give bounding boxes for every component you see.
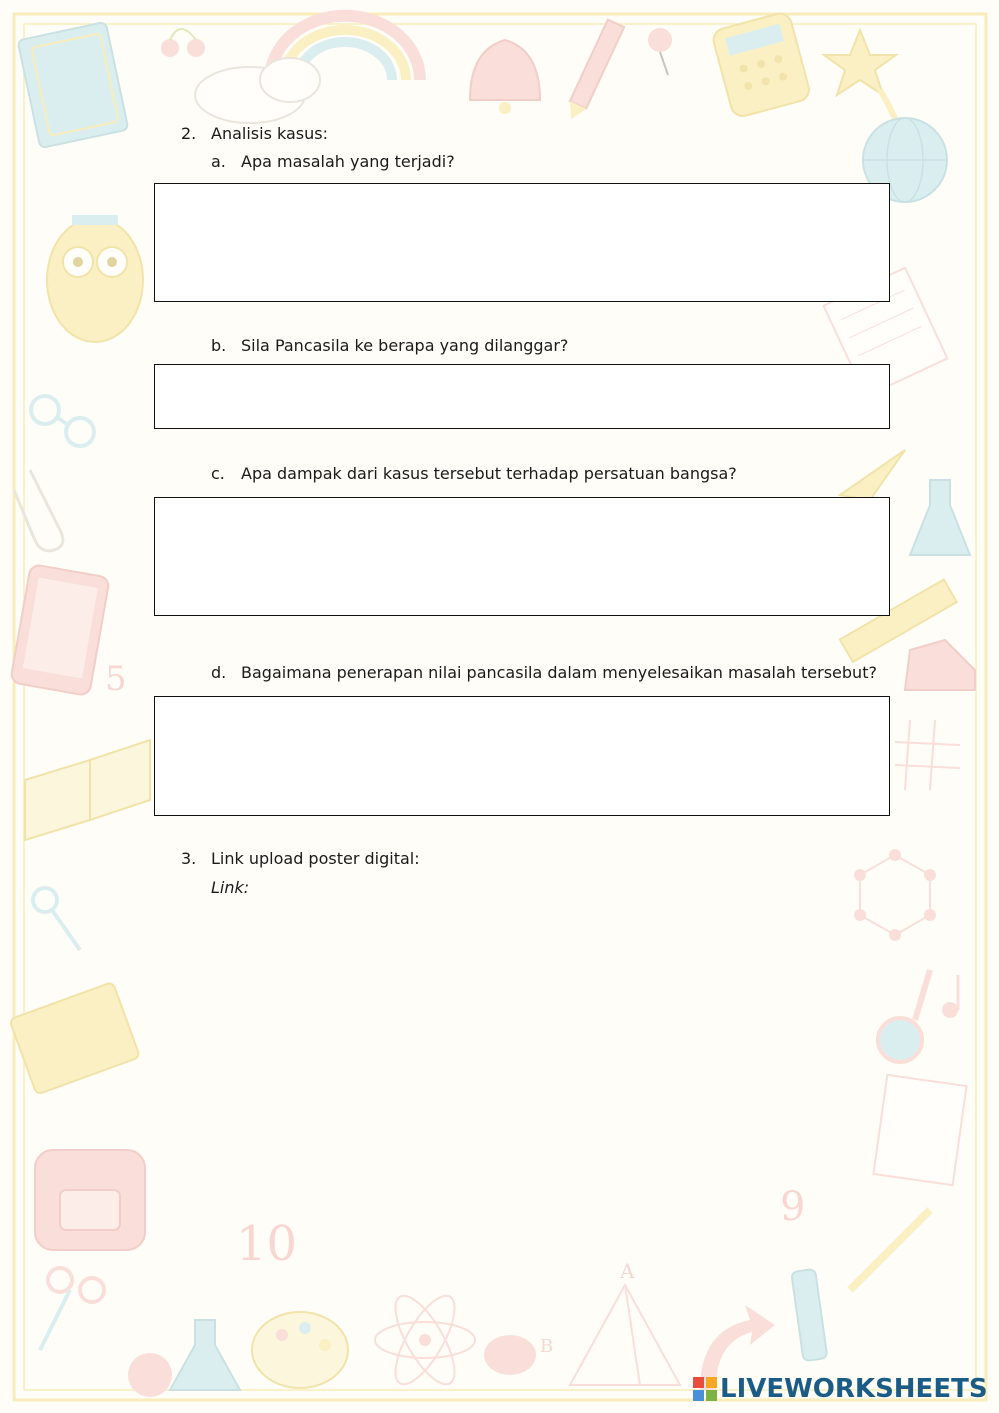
decor-number-5: 5 <box>105 659 127 699</box>
molecule-icon <box>855 850 935 940</box>
part-a-letter: a. <box>211 152 226 171</box>
open-book-icon <box>25 740 150 840</box>
book-icon <box>18 22 129 148</box>
answer-box-c[interactable] <box>154 497 890 616</box>
liveworksheets-logo[interactable] <box>692 1374 988 1404</box>
tablet-icon <box>10 564 110 696</box>
owl-icon <box>47 215 143 342</box>
pushpin-icon <box>648 28 672 75</box>
liveworksheets-logo-icon <box>692 1376 718 1402</box>
calculator-icon <box>711 11 812 119</box>
apple-icon <box>128 1353 172 1397</box>
pyramid-icon <box>570 1285 680 1385</box>
answer-box-d[interactable] <box>154 696 890 816</box>
question-2-number: 2. <box>181 124 197 143</box>
bell-icon <box>470 40 540 114</box>
part-b-question: Sila Pancasila ke berapa yang dilanggar? <box>241 336 569 355</box>
document-icon <box>873 1075 966 1185</box>
tic-tac-toe-icon <box>895 720 960 790</box>
glasses-icon <box>31 396 94 446</box>
decor-number-9: 9 <box>780 1184 806 1230</box>
question-2-title: Analisis kasus: <box>211 124 328 143</box>
liveworksheets-wordmark: LIVEWORKSHEETS <box>720 1374 988 1404</box>
magnifier-icon <box>878 970 930 1062</box>
cloud-icon <box>195 58 320 123</box>
paintbrush-icon <box>850 1210 930 1290</box>
closed-book-icon <box>9 982 140 1095</box>
decor-letter-a: A <box>620 1259 635 1283</box>
part-b-letter: b. <box>211 336 227 355</box>
answer-box-a[interactable] <box>154 183 890 302</box>
paperclip-icon <box>14 470 63 551</box>
key-icon <box>33 888 80 950</box>
palette-icon <box>252 1312 348 1388</box>
decor-number-10: 10 <box>236 1216 298 1272</box>
backpack-icon <box>35 1150 145 1250</box>
part-d-letter: d. <box>211 663 227 682</box>
mouse-icon <box>484 1335 536 1375</box>
link-label: Link: <box>211 878 250 897</box>
answer-box-b[interactable] <box>154 364 890 429</box>
sneaker-icon <box>905 640 975 690</box>
part-c-question: Apa dampak dari kasus tersebut terhadap persatuan bangsa? <box>241 464 737 483</box>
atom-icon <box>375 1288 475 1393</box>
scissors-icon <box>40 1268 104 1350</box>
part-d-question: Bagaimana penerapan nilai pancasila dalam menyelesaikan masalah tersebut? <box>241 663 877 682</box>
part-c-letter: c. <box>211 464 225 483</box>
music-note-icon <box>942 975 958 1018</box>
marker-icon <box>791 1269 827 1361</box>
question-3-number: 3. <box>181 849 197 868</box>
question-3-title: Link upload poster digital: <box>211 849 420 868</box>
part-a-question: Apa masalah yang terjadi? <box>241 152 455 171</box>
cherries-icon <box>161 29 205 57</box>
pencil-icon <box>563 20 624 124</box>
paper-plane-icon <box>840 450 905 500</box>
beaker-icon <box>910 480 970 555</box>
flask-icon <box>170 1320 240 1390</box>
decor-letter-b: B <box>540 1336 554 1357</box>
